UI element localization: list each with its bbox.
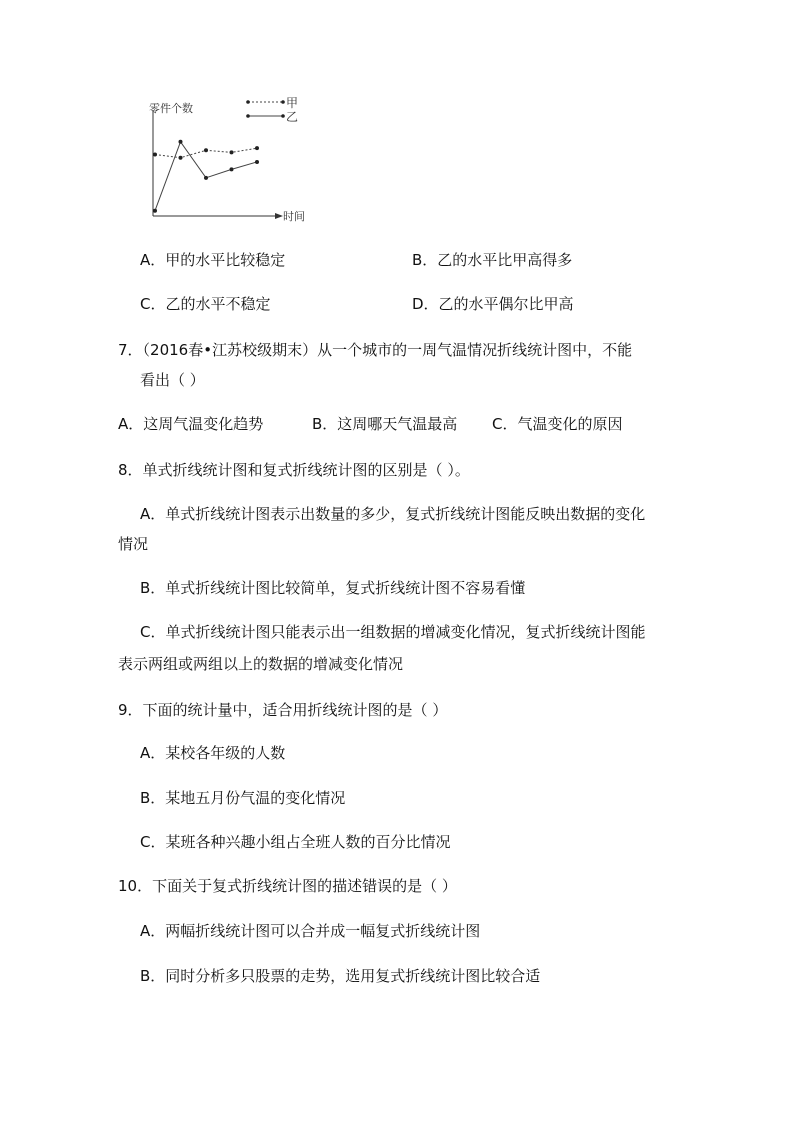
plot-area xyxy=(153,140,259,213)
q9-stem: 9．下面的统计量中，适合用折线统计图的是（ ） xyxy=(118,701,448,719)
x-axis-label: 时间 xyxy=(283,210,305,223)
q7-option-a: A．这周气温变化趋势 xyxy=(118,415,264,433)
legend-label-jia: 甲 xyxy=(286,96,299,110)
series-0-point-2 xyxy=(204,148,208,152)
legend-dot-jia-end xyxy=(281,100,285,104)
q7-stem-continued: 看出（ ） xyxy=(140,371,205,389)
q9-option-c: C．某班各种兴趣小组占全班人数的百分比情况 xyxy=(140,833,451,851)
x-axis xyxy=(153,213,283,219)
q6-option-d: D．乙的水平偶尔比甲高 xyxy=(412,295,574,313)
series-0-point-4 xyxy=(255,146,259,150)
q7-option-c: C．气温变化的原因 xyxy=(492,415,623,433)
series-1-point-0 xyxy=(153,209,157,213)
series-1-point-1 xyxy=(179,140,183,144)
q6-option-a: A．甲的水平比较稳定 xyxy=(140,251,286,269)
series-0-point-1 xyxy=(179,156,183,160)
legend-dot-yi-start xyxy=(246,114,250,118)
q8-option-c: C．单式折线统计图只能表示出一组数据的增减变化情况，复式折线统计图能 xyxy=(140,623,646,641)
q10-option-a: A．两幅折线统计图可以合并成一幅复式折线统计图 xyxy=(140,922,481,940)
q6-option-c: C．乙的水平不稳定 xyxy=(140,295,271,313)
legend-dot-jia-start xyxy=(246,100,250,104)
legend-label-yi: 乙 xyxy=(286,110,299,124)
q10-stem: 10．下面关于复式折线统计图的描述错误的是（ ） xyxy=(118,877,457,895)
q9-option-a: A．某校各年级的人数 xyxy=(140,744,286,762)
legend-dot-yi-end xyxy=(281,114,285,118)
line-chart xyxy=(140,92,320,226)
series-0-point-0 xyxy=(153,153,157,157)
q10-option-b: B．同时分析多只股票的走势，选用复式折线统计图比较合适 xyxy=(140,967,541,985)
q9-option-b: B．某地五月份气温的变化情况 xyxy=(140,789,346,807)
legend xyxy=(246,96,298,124)
series-1-point-4 xyxy=(255,160,259,164)
series-1-point-3 xyxy=(230,167,234,171)
series-0-point-3 xyxy=(230,150,234,154)
q8-option-a: A．单式折线统计图表示出数量的多少，复式折线统计图能反映出数据的变化 xyxy=(140,505,646,523)
q8-option-c-continued: 表示两组或两组以上的数据的增减变化情况 xyxy=(118,655,404,673)
q8-option-b: B．单式折线统计图比较简单，复式折线统计图不容易看懂 xyxy=(140,579,526,597)
q7-stem: 7．（2016春•江苏校级期末）从一个城市的一周气温情况折线统计图中，不能 xyxy=(118,341,633,359)
q8-option-a-continued: 情况 xyxy=(118,535,149,553)
q7-option-b: B．这周哪天气温最高 xyxy=(312,415,458,433)
series-1-point-2 xyxy=(204,176,208,180)
q6-option-b: B．乙的水平比甲高得多 xyxy=(412,251,573,269)
q8-stem: 8．单式折线统计图和复式折线统计图的区别是（ ）。 xyxy=(118,461,470,479)
y-axis-label: 零件个数 xyxy=(149,102,193,115)
